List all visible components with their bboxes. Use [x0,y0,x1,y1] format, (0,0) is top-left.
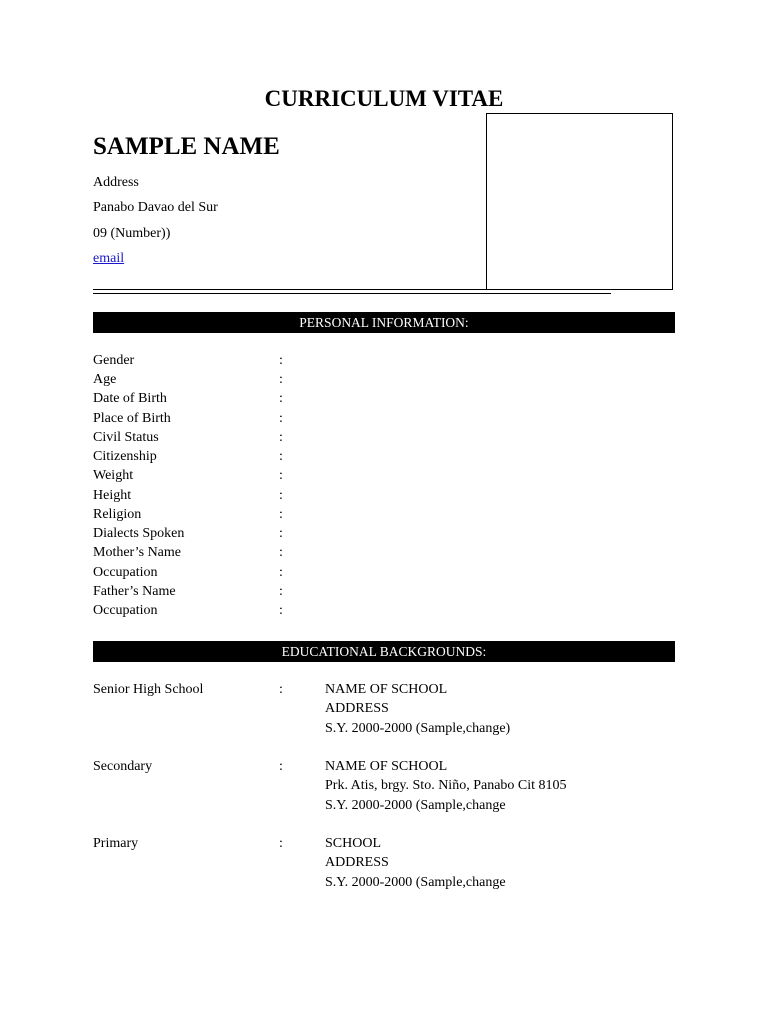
education-detail-line: ADDRESS [325,701,389,717]
photo-placeholder [486,113,673,290]
field-label: Age [93,372,117,388]
field-separator: : [279,449,283,465]
field-label: Occupation [93,602,158,618]
education-detail-line: Prk. Atis, brgy. Sto. Niño, Panabo Cit 8105 [325,778,567,794]
education-level: Senior High School [93,682,204,697]
education-detail-line: S.Y. 2000-2000 (Sample,change) [325,720,511,736]
contact-phone: 09 (Number)) [93,226,171,241]
contact-city: Panabo Davao del Sur [93,200,218,215]
applicant-name: SAMPLE NAME [93,133,280,160]
contact-address-label: Address [93,175,139,190]
field-label: Occupation [93,564,158,580]
field-label: Religion [93,506,142,522]
field-separator: : [279,564,283,580]
field-separator: : [279,526,283,542]
field-separator: : [279,583,283,599]
field-label: Citizenship [93,449,157,465]
field-separator: : [279,682,283,697]
divider-line [93,289,611,290]
section-header-personal: PERSONAL INFORMATION: [93,312,675,333]
field-separator: : [279,487,283,503]
divider-line [93,293,611,294]
field-label: Height [93,487,132,503]
education-detail-line: NAME OF SCHOOL [325,682,448,697]
field-label: Date of Birth [93,391,167,407]
education-detail-line: ADDRESS [325,855,389,871]
field-separator: : [279,391,283,407]
field-separator: : [279,759,283,774]
education-level: Secondary [93,759,153,774]
field-separator: : [279,602,283,618]
field-separator: : [279,429,283,445]
education-detail-line: S.Y. 2000-2000 (Sample,change [325,797,506,813]
field-label: Dialects Spoken [93,526,185,542]
education-detail-line: NAME OF SCHOOL [325,759,448,774]
field-label: Place of Birth [93,410,171,426]
field-separator: : [279,372,283,388]
field-separator: : [279,410,283,426]
education-level: Primary [93,836,139,851]
field-label: Father’s Name [93,583,176,599]
field-separator: : [279,836,283,851]
email-link[interactable]: email [93,251,125,266]
education-detail-line: S.Y. 2000-2000 (Sample,change [325,874,506,890]
field-label: Gender [93,353,135,368]
field-label: Weight [93,468,134,484]
field-separator: : [279,468,283,484]
document-title: CURRICULUM VITAE [264,86,504,111]
section-header-education: EDUCATIONAL BACKGROUNDS: [93,641,675,662]
field-label: Civil Status [93,429,159,445]
education-detail-line: SCHOOL [325,836,382,851]
field-label: Mother’s Name [93,545,181,561]
field-separator: : [279,545,283,561]
field-separator: : [279,353,283,368]
field-separator: : [279,506,283,522]
